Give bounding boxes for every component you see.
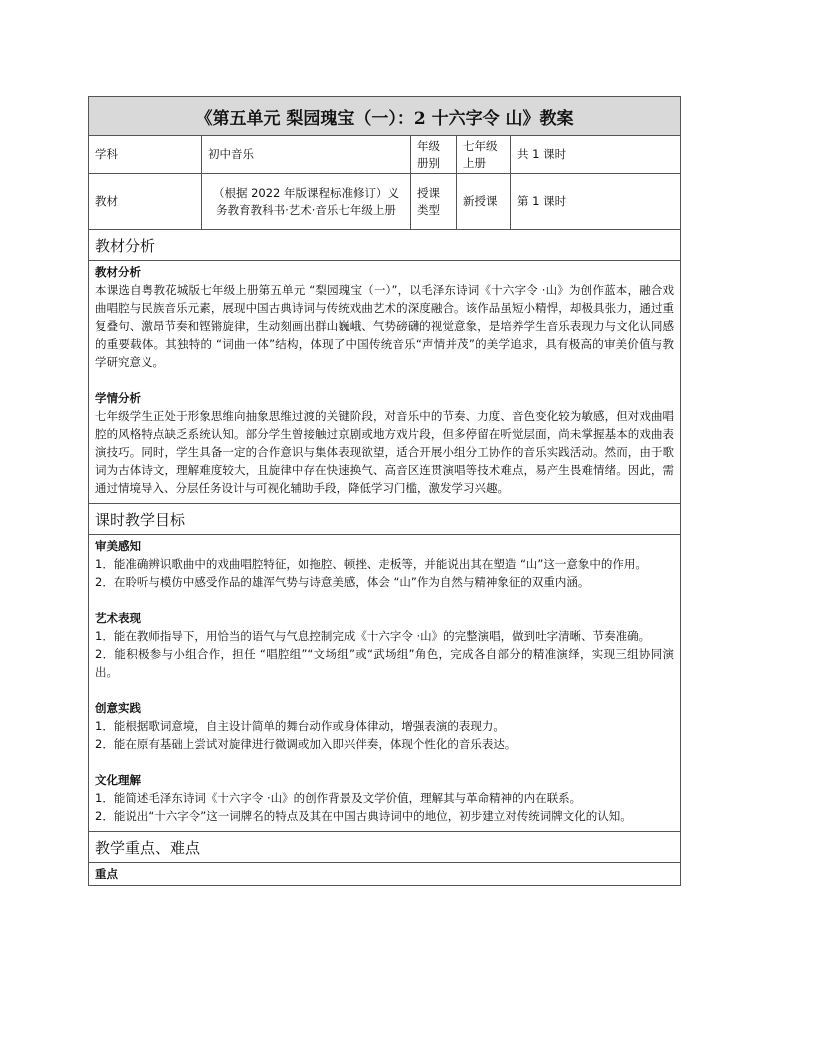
grade-label: 年级册别 — [411, 136, 457, 174]
lesson-plan-table — [88, 96, 681, 886]
material-analysis-title: 教材分析 — [95, 265, 141, 279]
objectives-section — [89, 535, 681, 832]
objective-item: 1．能根据歌词意境，自主设计简单的舞台动作或身体律动，增强表演的表现力。 — [95, 719, 505, 733]
student-analysis-text: 七年级学生正处于形象思维向抽象思维过渡的关键阶段，对音乐中的节奏、力度、音色变化较为敏感，但对戏曲唱腔的风格特点缺乏系统认知。部分学生曾接触过京剧或地方戏片段，但多停留在听觉层面，尚未掌握基本的戏曲表演技巧。同时，学生具备一定的合作意识与集体表现欲望，适合开展小组分工协作的音乐实践活动。然而，由于歌词为古体诗文，理解难度较大，且旋律中存在快速换气、高音区连贯演唱等技术难点，易产生畏难情绪。因此，需通过情境导入、分层任务设计与可视化辅助手段，降低学习门槛，激发学习兴趣。 — [95, 409, 675, 495]
material-analysis-text: 本课选自粤教花城版七年级上册第五单元 “梨园瑰宝（一）”，以毛泽东诗词《十六字令 ·山》为创作蓝本，融合戏曲唱腔与民族音乐元素，展现中国古典诗词与传统戏曲艺术的深度融合。该作品虽短小精悍，却极具张力，通过重复叠句、激昂节奏和铿锵旋律，生动刻画出群山巍峨、气势磅礴的视觉意象，是培养学生音乐表现力与文化认同感的重要载体。其独特的 “词曲一体”结构，体现了中国传统音乐“声情并茂”的美学追求，具有极高的审美价值与教学研究意义。 — [95, 283, 675, 369]
subject-label: 学科 — [89, 136, 202, 174]
objective-group-title: 文化理解 — [95, 773, 141, 787]
subject-value: 初中音乐 — [202, 136, 411, 174]
key-points-subtitle: 重点 — [95, 867, 118, 881]
hours-value: 共 1 课时 — [511, 136, 681, 174]
objective-item: 2．能在原有基础上尝试对旋律进行微调或加入即兴伴奏，体现个性化的音乐表达。 — [95, 737, 517, 751]
key-points-heading: 教学重点、难点 — [89, 832, 681, 863]
analysis-section — [89, 261, 681, 504]
document-title: 《第五单元 梨园瑰宝（一）：2 十六字令 山》教案 — [89, 97, 681, 136]
objective-item: 2．能积极参与小组合作，担任 “唱腔组”“文场组”或“武场组”角色，完成各自部分的精准演绎，实现三组协同演出。 — [95, 647, 675, 679]
objective-item: 1．能在教师指导下，用恰当的语气与气息控制完成《十六字令 ·山》的完整演唱，做到吐字清晰、节奏准确。 — [95, 629, 651, 643]
textbook-value: （根据 2022 年版课程标准修订）义务教育教科书·艺术·音乐七年级上册 — [202, 174, 411, 230]
objective-item: 2．在聆听与模仿中感受作品的雄浑气势与诗意美感，体会 “山”作为自然与精神象征的双重内涵。 — [95, 575, 590, 589]
objectives-heading: 课时教学目标 — [89, 504, 681, 535]
key-points-section — [89, 863, 681, 886]
lesson-type-label: 授课类型 — [411, 174, 457, 230]
lesson-type-value: 新授课 — [457, 174, 511, 230]
analysis-heading: 教材分析 — [89, 230, 681, 261]
period-value: 第 1 课时 — [511, 174, 681, 230]
objective-group-title: 创意实践 — [95, 701, 141, 715]
student-analysis-title: 学情分析 — [95, 391, 141, 405]
objective-group-title: 审美感知 — [95, 539, 141, 553]
objective-group-title: 艺术表现 — [95, 611, 141, 625]
textbook-label: 教材 — [89, 174, 202, 230]
grade-value: 七年级上册 — [457, 136, 511, 174]
objective-item: 1．能简述毛泽东诗词《十六字令 ·山》的创作背景及文学价值，理解其与革命精神的内在联系。 — [95, 791, 582, 805]
objective-item: 2．能说出“十六字令”这一词牌名的特点及其在中国古典诗词中的地位，初步建立对传统词牌文化的认知。 — [95, 809, 632, 823]
objective-item: 1．能准确辨识歌曲中的戏曲唱腔特征，如拖腔、顿挫、走板等，并能说出其在塑造 “山”这一意象中的作用。 — [95, 557, 647, 571]
